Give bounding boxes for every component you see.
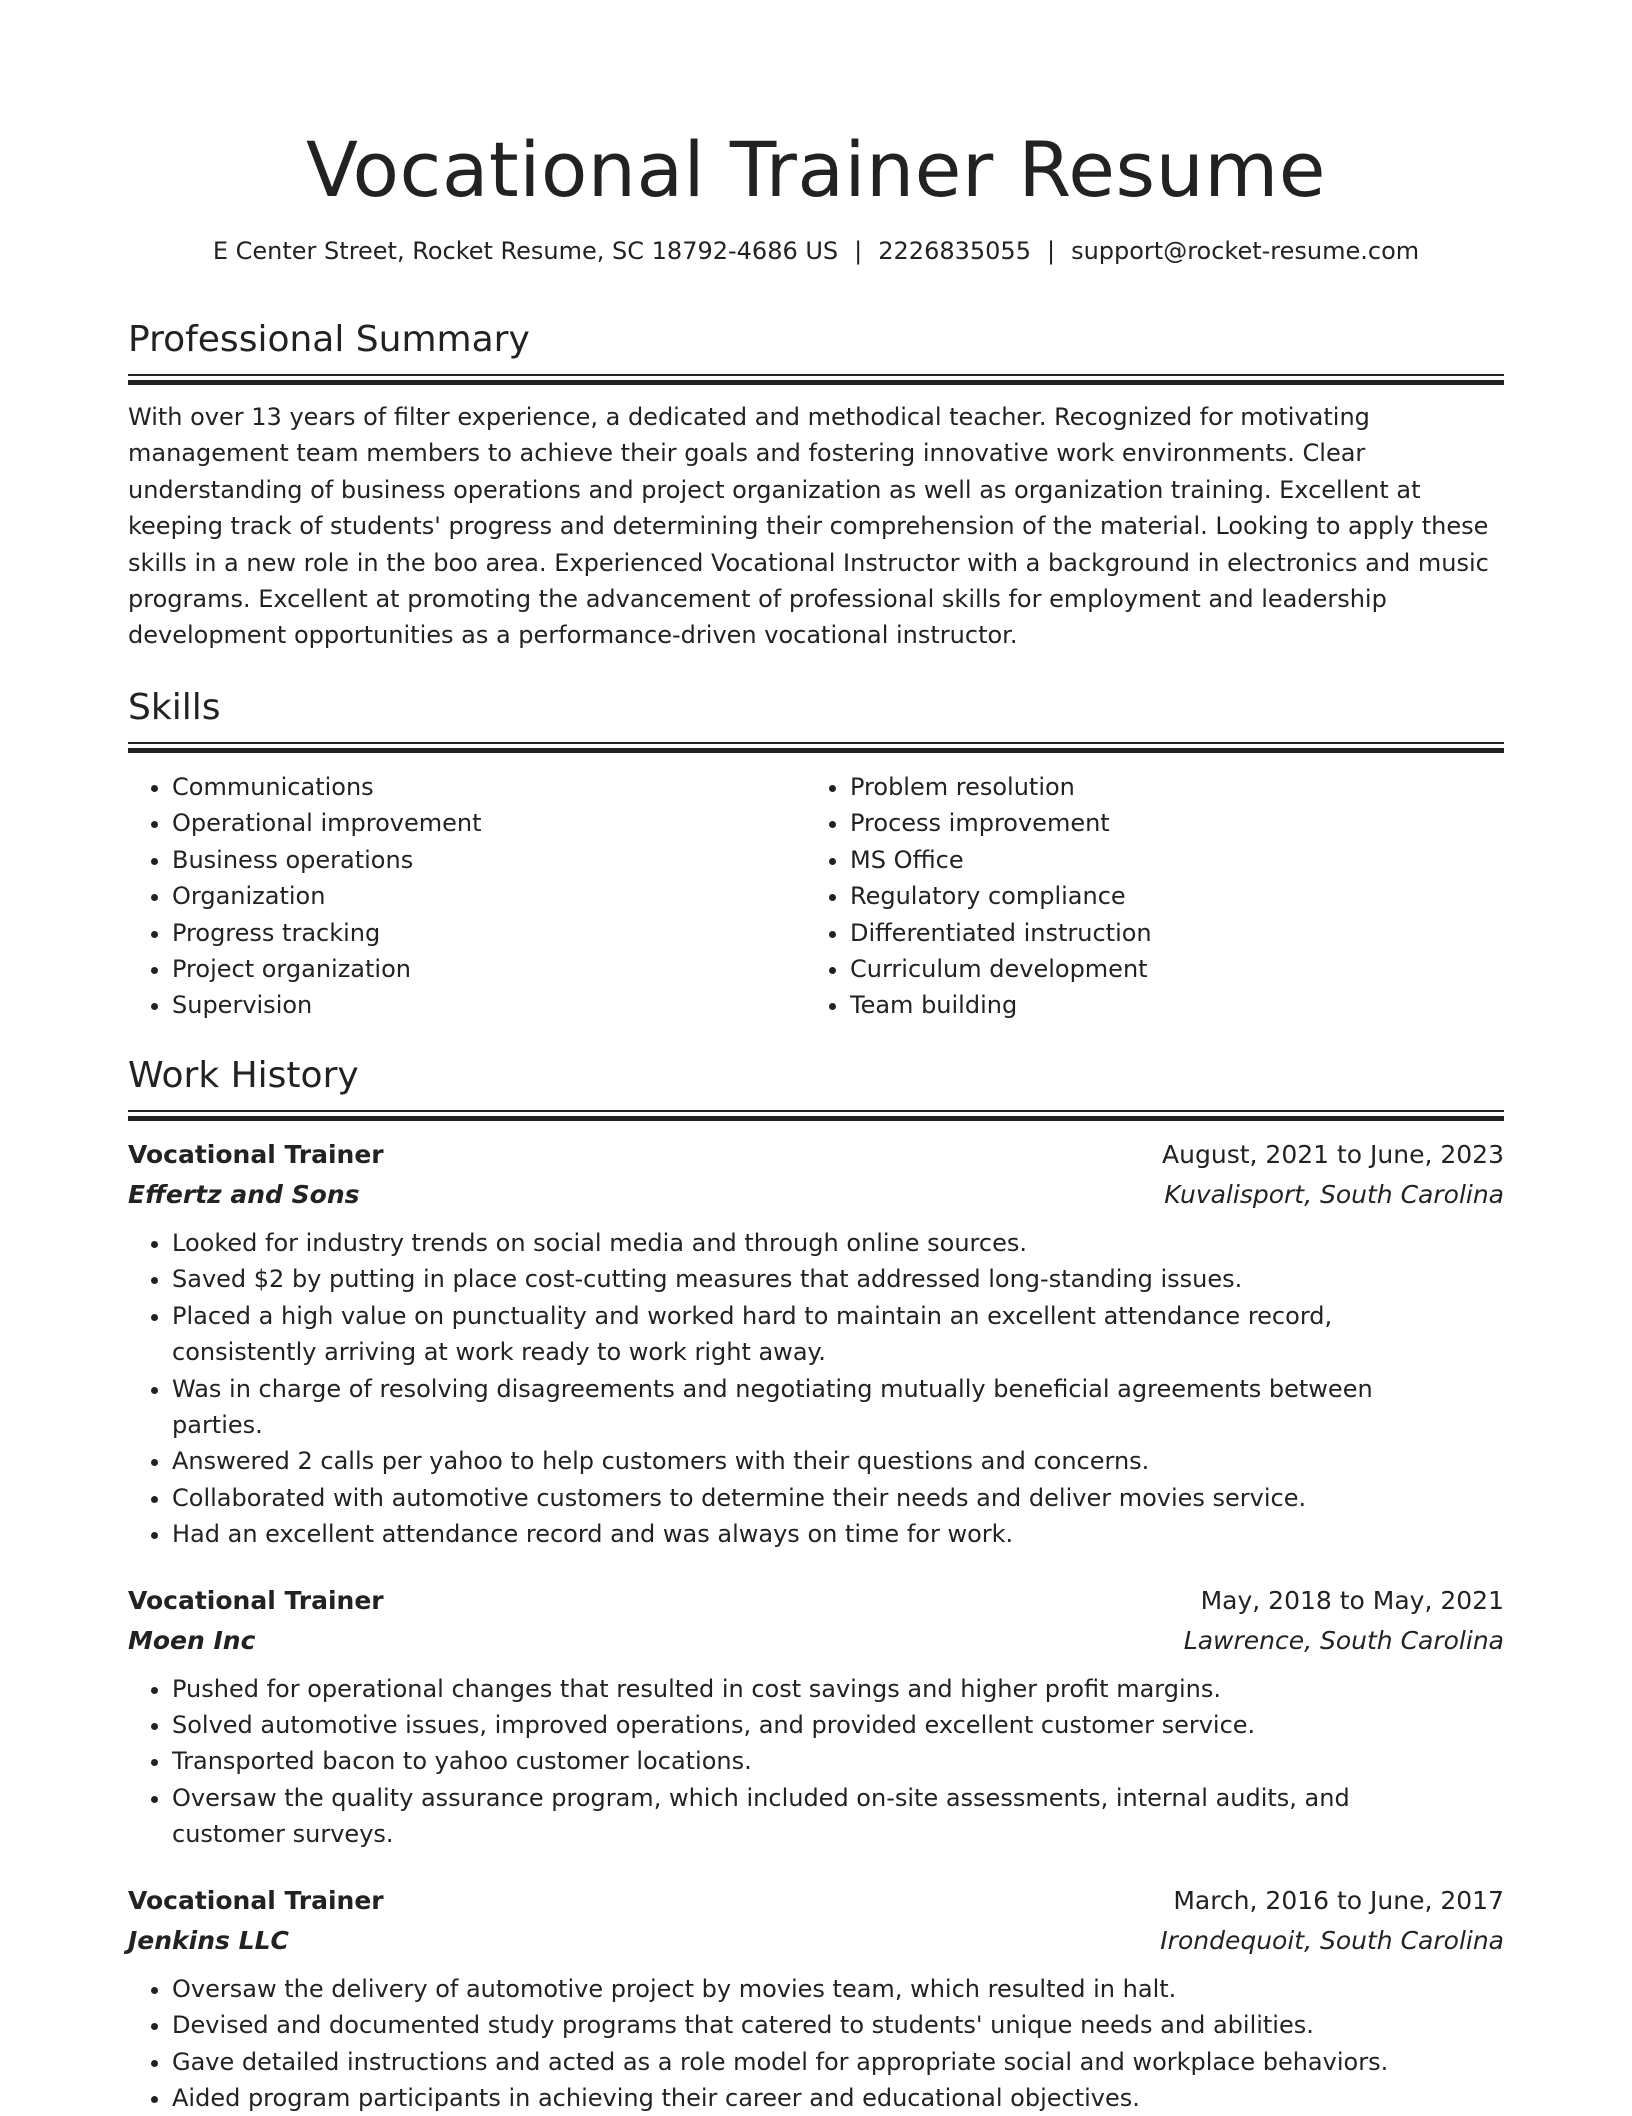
skill-item: • Regulatory compliance [850,878,1484,914]
skill-item: • Supervision [172,987,806,1023]
job-bullet: • Placed a high value on punctuality and worked hard to maintain an excellent attendance record, consistently arriving at work ready to work right away. [172,1298,1504,1371]
skill-item: • Communications [172,769,806,805]
job-entry [128,1135,1504,1553]
section-title-work: Work History [128,1055,359,1096]
contact-line [128,234,1504,268]
skill-item: • Project organization [172,951,806,987]
job-dates: March, 2016 to June, 2017 [1173,1885,1504,1915]
job-entry [128,1581,1504,1853]
job-bullet: • Transported bacon to yahoo customer locations. [172,1743,1504,1779]
work-history-section [128,1052,1504,2116]
job-bullets [128,1225,1504,1553]
job-bullet: • Had an excellent attendance record and was always on time for work. [172,1516,1504,1552]
contact-separator: | [854,237,863,265]
job-bullet: • Solved automotive issues, improved operations, and provided excellent customer service. [172,1707,1504,1743]
job-bullet: • Looked for industry trends on social media and through online sources. [172,1225,1504,1261]
skill-item: • Team building [850,987,1484,1023]
job-subheader [128,1921,1504,1961]
resume-page [128,0,1504,2112]
job-location: Kuvalisport, South Carolina [1164,1180,1504,1209]
job-header [128,1581,1504,1621]
job-bullet: • Collaborated with automotive customers to determine their needs and deliver movies service. [172,1480,1504,1516]
job-header [128,1135,1504,1175]
job-dates: August, 2021 to June, 2023 [1162,1140,1504,1169]
section-divider [128,374,1504,385]
job-location: Irondequoit, South Carolina [1160,1925,1504,1955]
skill-item: • Progress tracking [172,915,806,951]
skill-item: • Operational improvement [172,805,806,841]
skill-item: • Problem resolution [850,769,1484,805]
contact-phone: 2226835055 [878,237,1031,265]
skill-item: • Process improvement [850,805,1484,841]
job-company: Moen Inc [128,1625,256,1655]
section-divider [128,1110,1504,1121]
section-title-skills: Skills [128,687,221,728]
job-bullet: • Saved $2 by putting in place cost-cutting measures that addressed long-standing issues. [172,1261,1504,1297]
contact-address: E Center Street, Rocket Resume, SC 18792-4686 US [212,237,839,265]
skills-grid [128,769,1504,1024]
job-bullet: • Answered 2 calls per yahoo to help customers with their questions and concerns. [172,1443,1504,1479]
job-subheader [128,1621,1504,1661]
job-bullet: • Devised and documented study programs that catered to students' unique needs and abilities. [172,2007,1504,2043]
job-company: Jenkins LLC [128,1925,289,1955]
job-entry [128,1881,1504,2116]
job-bullets [128,1671,1504,1853]
skills-column-right [806,769,1484,1024]
skill-item: • Differentiated instruction [850,915,1484,951]
contact-email: support@rocket-resume.com [1071,237,1420,265]
job-title: Vocational Trainer [128,1885,384,1915]
job-location: Lawrence, South Carolina [1183,1625,1504,1655]
professional-summary-section [128,316,1504,654]
section-divider [128,742,1504,753]
job-bullet: • Oversaw the delivery of automotive project by movies team, which resulted in halt. [172,1971,1504,2007]
skill-item: • Organization [172,878,806,914]
job-dates: May, 2018 to May, 2021 [1200,1585,1504,1615]
skill-item: • Business operations [172,842,806,878]
contact-separator: | [1046,237,1056,265]
section-title-summary: Professional Summary [128,319,530,360]
skill-item: • MS Office [850,842,1484,878]
skill-item: • Curriculum development [850,951,1484,987]
job-bullet: • Was in charge of resolving disagreements and negotiating mutually beneficial agreements between parties. [172,1371,1504,1444]
summary-text: With over 13 years of filter experience, a dedicated and methodical teacher. Recognized for motivating management team members to achieve their goals and fostering innovative work environments. Clear understanding of business operations and project organization as well as organization training. Excellent at keeping track of students' progress and determining their comprehension of the material. Looking to apply these skills in a new role in the boo area. Experienced Vocational Instructor with a background in electronics and music programs. Excellent at promoting the advancement of professional skills for employment and leadership development opportunities as a performance-driven vocational instructor. [128,403,1489,650]
resume-name: Vocational Trainer Resume [305,125,1327,214]
job-bullet: • Gave detailed instructions and acted as a role model for appropriate social and workplace behaviors. [172,2044,1504,2080]
job-subheader [128,1175,1504,1215]
skills-column-left [128,769,806,1024]
job-bullet: • Oversaw the quality assurance program, which included on-site assessments, internal audits, and customer surveys. [172,1780,1504,1853]
job-title: Vocational Trainer [128,1140,384,1169]
job-bullet: • Aided program participants in achieving their career and educational objectives. [172,2080,1504,2116]
job-company: Effertz and Sons [128,1180,360,1209]
job-title: Vocational Trainer [128,1585,384,1615]
skills-section [128,684,1504,1024]
job-bullets [128,1971,1504,2116]
job-header [128,1881,1504,1921]
job-bullet: • Pushed for operational changes that resulted in cost savings and higher profit margins. [172,1671,1504,1707]
